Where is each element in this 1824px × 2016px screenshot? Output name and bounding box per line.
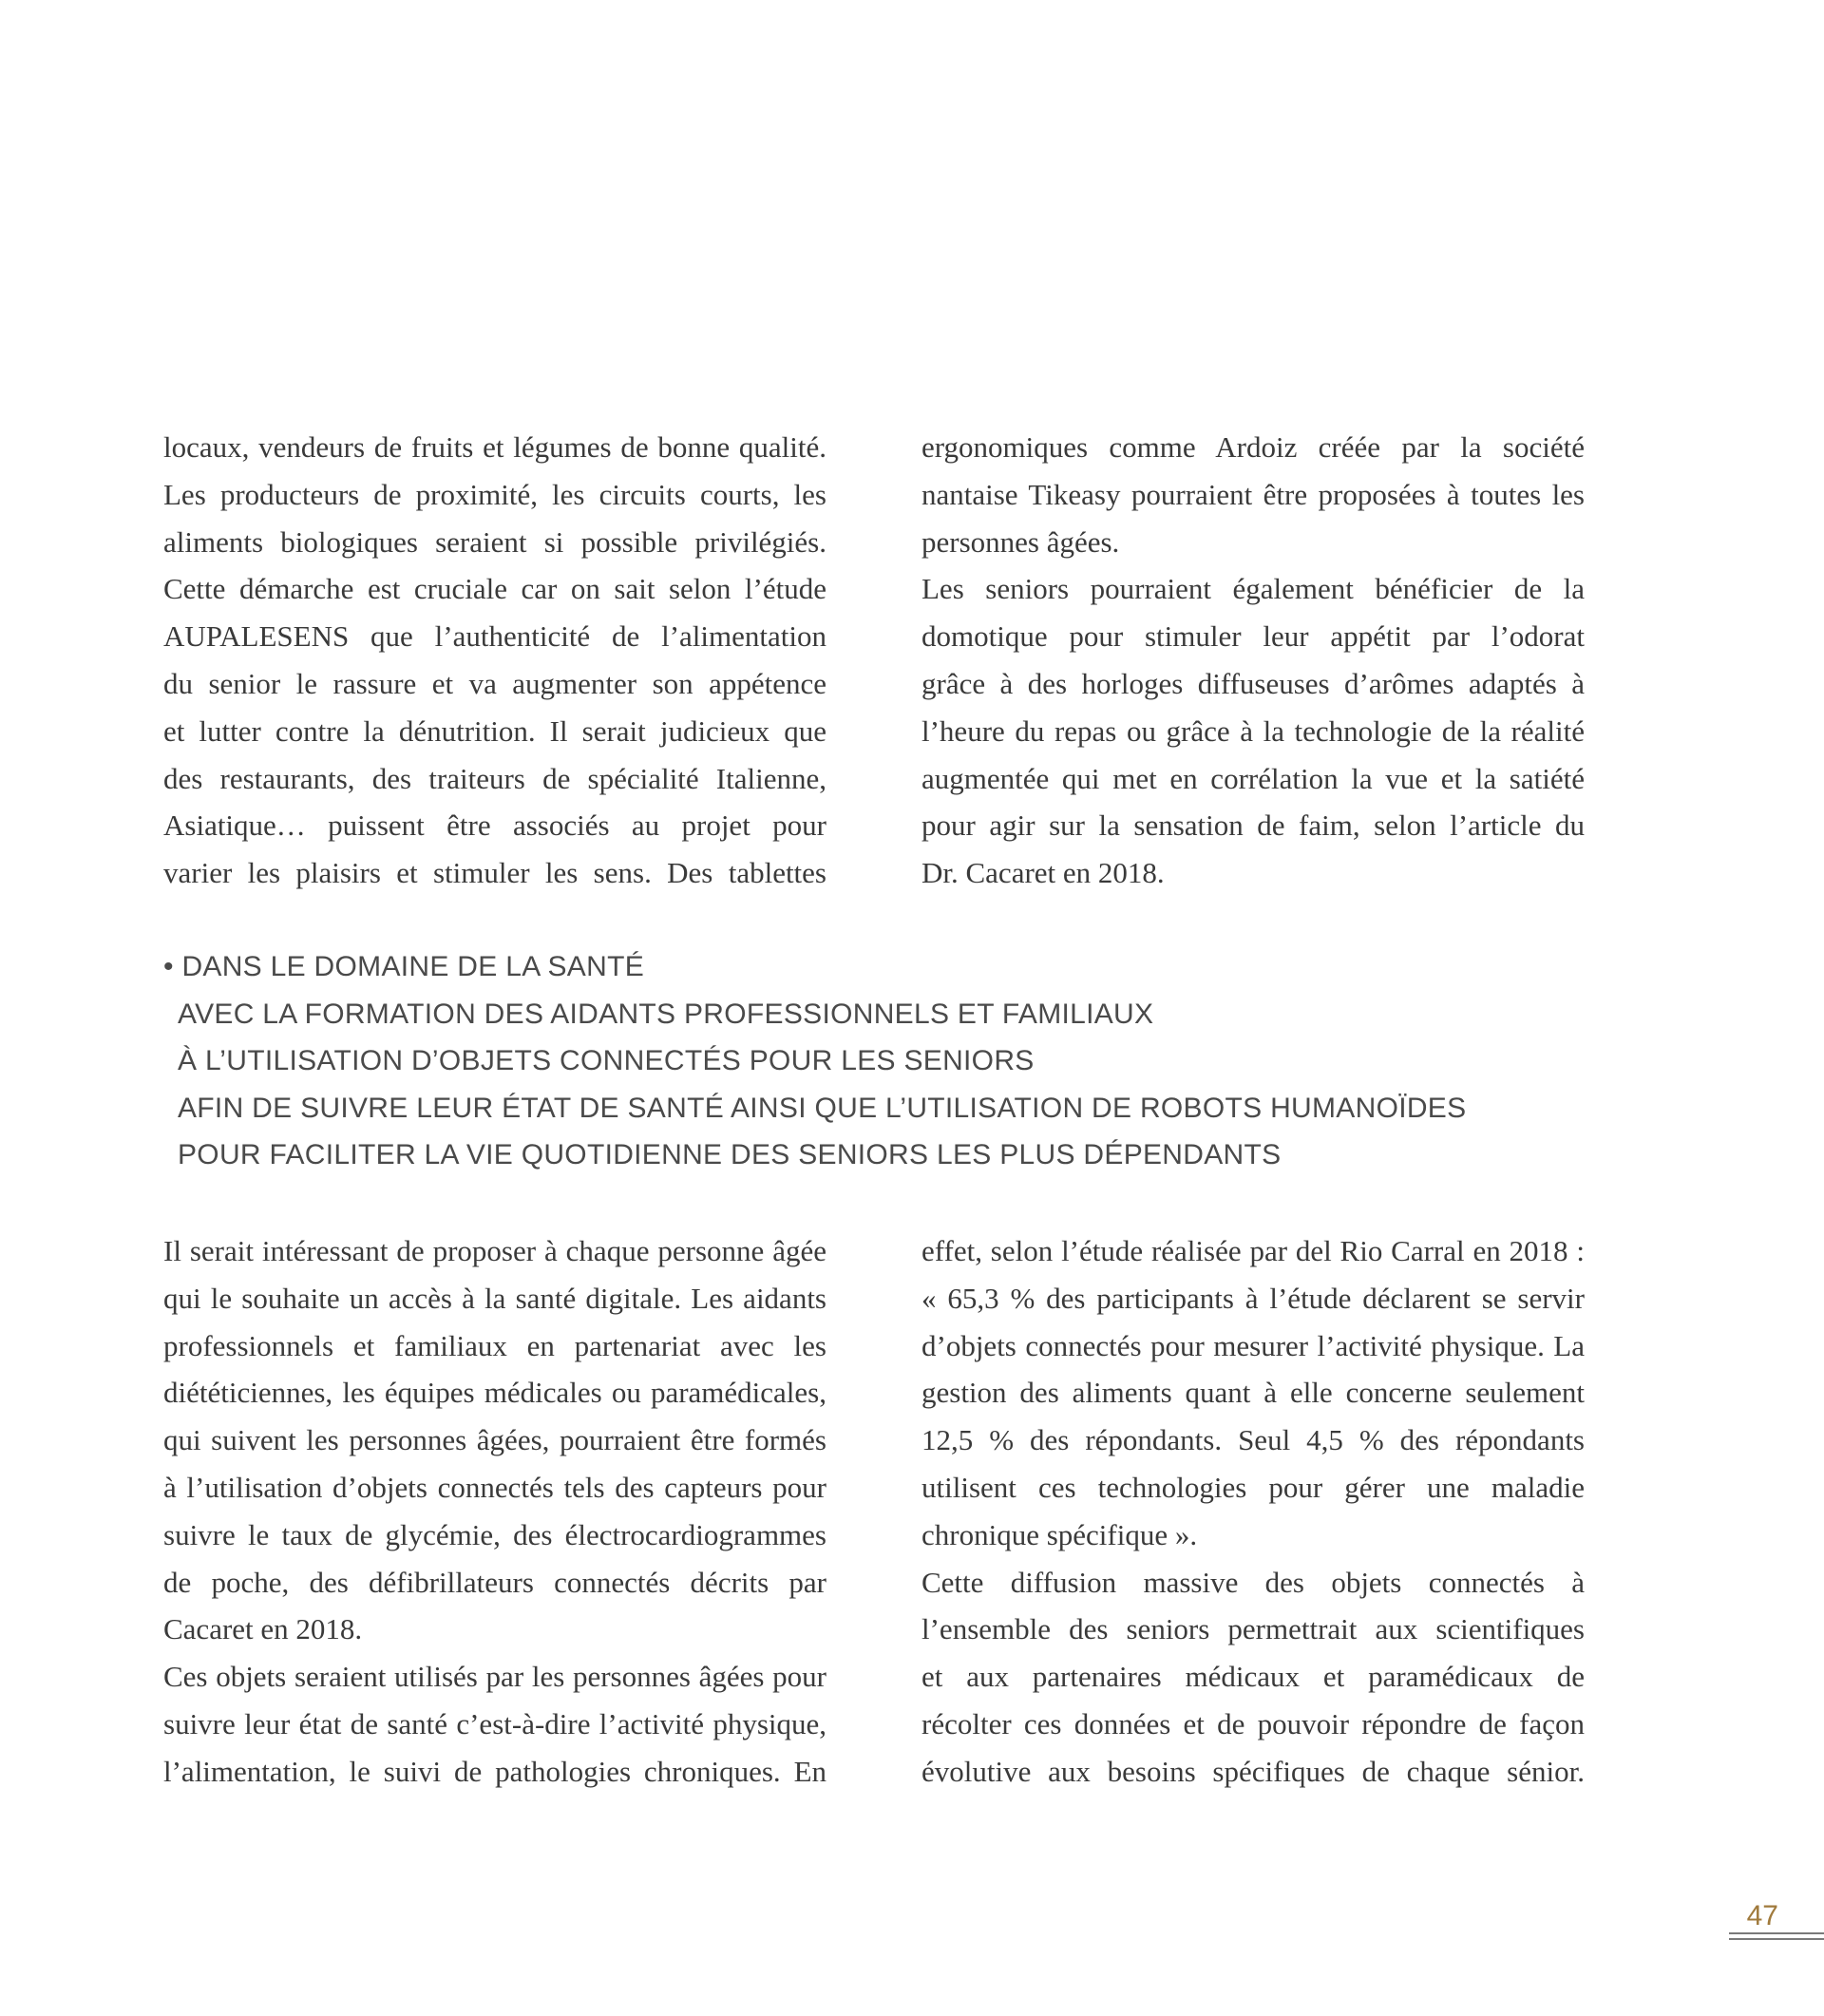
text-line: domotique pour stimuler leur appétit par l’odorat	[922, 619, 1585, 654]
text-line: l’ensemble des seniors permettrait aux scientifiques	[922, 1612, 1585, 1646]
text-line: grâce à des horloges diffuseuses d’arômes adaptés à	[922, 666, 1585, 700]
text-line: Cette diffusion massive des objets connectés à	[922, 1565, 1585, 1599]
text-line: ergonomiques comme Ardoiz créée par la société	[922, 430, 1585, 464]
text-line: suivre leur état de santé c’est-à-dire l’activité physique,	[163, 1706, 826, 1740]
text-line: évolutive aux besoins spécifiques de chaque sénior.	[922, 1754, 1585, 1788]
heading-line: AFIN DE SUIVRE LEUR ÉTAT DE SANTÉ AINSI QUE L’UTILISATION DE ROBOTS HUMANOÏDES	[178, 1092, 1467, 1124]
text-line: Les seniors pourraient également bénéficier de la	[922, 572, 1585, 606]
text-line: chronique spécifique ».	[922, 1517, 1198, 1551]
text-line: récolter ces données et de pouvoir répondre de façon	[922, 1706, 1585, 1740]
text-line: utilisent ces technologies pour gérer une maladie	[922, 1470, 1585, 1504]
text-line: gestion des aliments quant à elle concerne seulement	[922, 1376, 1585, 1410]
text-line: personnes âgées.	[922, 524, 1120, 559]
text-line: des restaurants, des traiteurs de spécialité Italienne,	[163, 761, 826, 795]
text-line: l’heure du repas ou grâce à la technologie de la réalité	[922, 713, 1585, 748]
text-line: Cacaret en 2018.	[163, 1612, 363, 1646]
text-column-3	[163, 1227, 826, 1796]
text-column-2	[922, 424, 1585, 897]
heading-line: AVEC LA FORMATION DES AIDANTS PROFESSIONNELS ET FAMILIAUX	[178, 998, 1154, 1030]
text-line: d’objets connectés pour mesurer l’activité physique. La	[922, 1328, 1585, 1362]
text-line: Il serait intéressant de proposer à chaque personne âgée	[163, 1234, 826, 1267]
text-line: qui suivent les personnes âgées, pourraient être formés	[163, 1423, 826, 1457]
heading-line: À L’UTILISATION D’OBJETS CONNECTÉS POUR LES SENIORS	[178, 1045, 1035, 1077]
text-line: suivre le taux de glycémie, des électrocardiogrammes	[163, 1517, 826, 1551]
text-line: du senior le rassure et va augmenter son appétence	[163, 666, 826, 700]
text-line: Ces objets seraient utilisés par les personnes âgées pour	[163, 1660, 826, 1694]
text-line: AUPALESENS que l’authenticité de l’alimentation	[163, 619, 826, 654]
text-line: Dr. Cacaret en 2018.	[922, 856, 1165, 890]
footer-rule	[1729, 1932, 1824, 1934]
heading-line: POUR FACILITER LA VIE QUOTIDIENNE DES SENIORS LES PLUS DÉPENDANTS	[178, 1139, 1282, 1171]
text-line: nantaise Tikeasy pourraient être proposées à toutes les	[922, 477, 1585, 511]
footer-rule	[1729, 1938, 1824, 1940]
text-line: qui le souhaite un accès à la santé digitale. Les aidants	[163, 1281, 826, 1315]
text-column-1	[163, 424, 826, 897]
page-number: 47	[1746, 1900, 1778, 1931]
text-line: diététiciennes, les équipes médicales ou paramédicales,	[163, 1376, 826, 1410]
section-heading	[163, 943, 1493, 1179]
text-line: Asiatique… puissent être associés au projet pour	[163, 808, 826, 843]
text-line: 12,5 % des répondants. Seul 4,5 % des répondants	[922, 1423, 1585, 1457]
text-line: et aux partenaires médicaux et paramédicaux de	[922, 1660, 1585, 1694]
text-line: varier les plaisirs et stimuler les sens. Des tablettes	[163, 856, 826, 890]
text-line: professionnels et familiaux en partenariat avec les	[163, 1328, 826, 1362]
text-line: l’alimentation, le suivi de pathologies chroniques. En	[163, 1754, 826, 1788]
text-line: et lutter contre la dénutrition. Il serait judicieux que	[163, 713, 826, 748]
text-line: de poche, des défibrillateurs connectés décrits par	[163, 1565, 826, 1599]
text-line: « 65,3 % des participants à l’étude déclarent se servir	[922, 1281, 1585, 1315]
text-line: Cette démarche est cruciale car on sait selon l’étude	[163, 572, 826, 606]
text-line: pour agir sur la sensation de faim, selon l’article du	[922, 808, 1585, 843]
text-line: augmentée qui met en corrélation la vue et la satiété	[922, 761, 1585, 795]
text-line: aliments biologiques seraient si possible privilégiés.	[163, 524, 826, 559]
heading-line: • DANS LE DOMAINE DE LA SANTÉ	[163, 951, 644, 982]
text-column-4	[922, 1227, 1585, 1796]
text-line: Les producteurs de proximité, les circuits courts, les	[163, 477, 826, 511]
text-line: locaux, vendeurs de fruits et légumes de bonne qualité.	[163, 430, 826, 464]
text-line: à l’utilisation d’objets connectés tels des capteurs pour	[163, 1470, 826, 1504]
text-line: effet, selon l’étude réalisée par del Rio Carral en 2018 :	[922, 1234, 1585, 1267]
